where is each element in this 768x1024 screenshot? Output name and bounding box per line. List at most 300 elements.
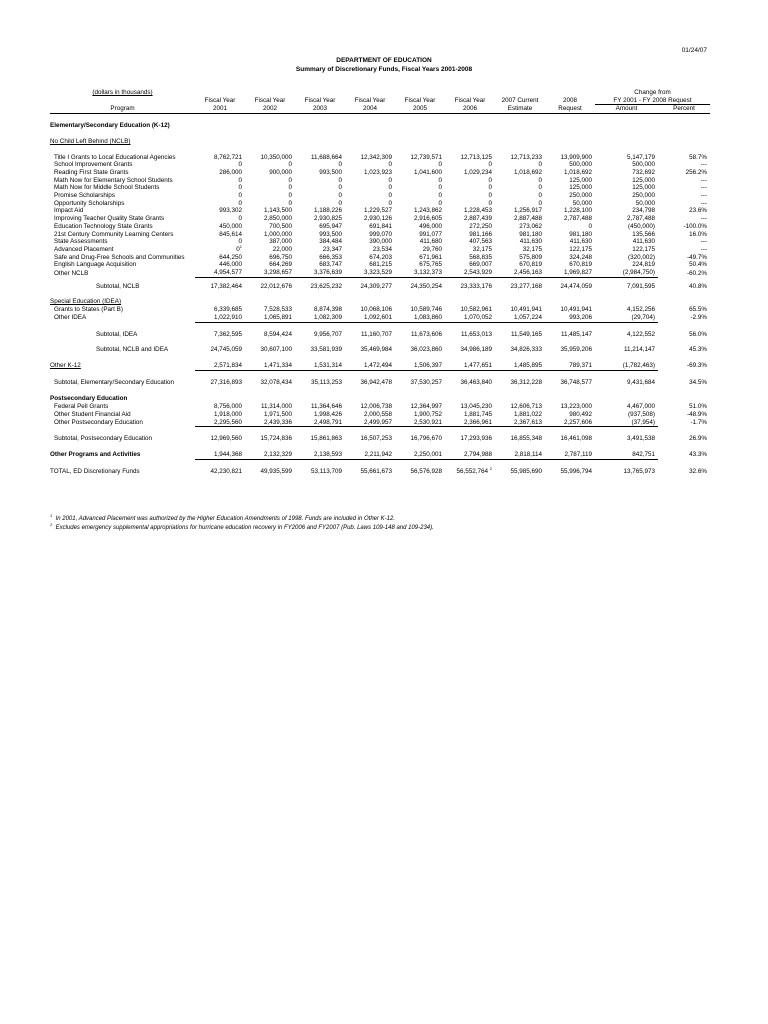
row-value: 1,881,022 (513, 410, 542, 418)
row-value: 56.0% (689, 330, 707, 338)
row-value: 11,673,606 (410, 330, 442, 338)
row-value: 674,203 (369, 253, 392, 261)
row-value: --- (700, 184, 707, 192)
post-row (50, 419, 710, 427)
row-value: 387,000 (269, 238, 292, 246)
row-value: 0 (388, 199, 392, 207)
row-value: 0 (438, 192, 442, 200)
subtitle-line: Summary of Discretionary Funds, Fiscal Years 2001-2008 (295, 65, 473, 73)
row-value: 842,751 (595, 451, 658, 459)
row-value: 9,431,684 (626, 378, 655, 386)
row-value: 23,625,232 (310, 282, 342, 290)
nclb-row (50, 246, 710, 254)
row-value: 669,007 (469, 261, 492, 269)
row-label: Other K-12 (50, 362, 81, 370)
row-value: 12,364,997 (410, 403, 442, 411)
row-value: 0 (588, 222, 592, 230)
row-value: 1,000,000 (263, 230, 292, 238)
row-value: 789,371 (545, 362, 595, 370)
change-range: FY 2001 - FY 2008 Request (595, 97, 710, 105)
row-value: 26.9% (689, 435, 707, 443)
col-fy2003-a: Fiscal Year (304, 97, 336, 105)
row-value: 390,000 (369, 238, 392, 246)
col-fy2006-a: Fiscal Year (454, 97, 486, 105)
section-k12-heading: Elementary/Secondary Education (K-12) (50, 122, 170, 130)
row-value: 1,998,426 (313, 410, 342, 418)
row-value: 2,787,119 (545, 451, 595, 459)
summary-rows (50, 277, 710, 475)
row-value: 35,113,253 (310, 378, 342, 386)
row-value: 993,206 (545, 314, 595, 322)
units-label: (dollars in thousands) (92, 89, 153, 96)
row-value: 0 (238, 238, 242, 246)
row-value: 2,367,613 (495, 419, 545, 427)
row-value: 845,614 (219, 230, 242, 238)
row-value: 407,563 (469, 238, 492, 246)
row-value: --- (700, 245, 707, 253)
row-value: 42,230,821 (210, 467, 242, 475)
nclb-row (50, 223, 710, 231)
col-fy2006-b: 2006 (445, 105, 495, 114)
nclb-row (50, 231, 710, 239)
post-row (50, 411, 710, 419)
post-row (50, 403, 710, 411)
row-value: 23.6% (689, 207, 707, 215)
row-value: 2,794,988 (445, 451, 495, 459)
row-value: 1,143,500 (263, 207, 292, 215)
row-value: 4,152,256 (626, 306, 655, 314)
row-value: 2,850,000 (263, 215, 292, 223)
row-value: 2,916,605 (413, 215, 442, 223)
row-value: 0 (438, 176, 442, 184)
row-value: 0 (538, 192, 542, 200)
row-value: 50,000 (572, 199, 592, 207)
nclb-row (50, 169, 710, 177)
subtotal-nclb-row (50, 283, 710, 291)
row-value: 3,376,639 (295, 269, 345, 277)
footnote-1: $^1$ In 2001, Advanced Placement was authorized by the Higher Education Amendments of 1998. Funds are included in Other K-12. (50, 513, 396, 522)
row-value: 49,935,599 (260, 467, 292, 475)
row-value: 1,057,224 (495, 314, 545, 322)
row-value: 7,528,533 (263, 306, 292, 314)
row-value: 384,484 (319, 238, 342, 246)
row-value: 32,175 (522, 245, 542, 253)
subtotal-nclb-idea-row (50, 346, 710, 354)
row-value: 1,531,314 (295, 362, 345, 370)
report-date: 01/24/07 (681, 47, 707, 54)
row-value: 34,826,333 (510, 346, 542, 354)
row-value: 0 (388, 192, 392, 200)
row-label: 21st Century Community Learning Centers (54, 230, 174, 238)
row-value: 15,861,863 (310, 435, 342, 443)
row-label: Improving Teacher Quality State Grants (54, 215, 165, 223)
row-value: 2,930,825 (313, 215, 342, 223)
row-value: 12,006,738 (360, 403, 392, 411)
row-value: 0 (338, 161, 342, 169)
row-value: 981,166 (469, 230, 492, 238)
row-value: 4,954,577 (195, 269, 245, 277)
row-value: 993,302 (219, 207, 242, 215)
other-k12-row (50, 362, 710, 370)
nclb-row (50, 154, 710, 162)
row-value: 12,739,571 (410, 153, 442, 161)
row-value: 8,874,398 (313, 306, 342, 314)
row-value: (320,002) (628, 253, 655, 261)
col-fy2003-b: 2003 (295, 105, 345, 114)
row-value: 1,477,651 (445, 362, 495, 370)
row-value: 0 (338, 199, 342, 207)
nclb-row (50, 207, 710, 215)
row-value: 30,607,100 (260, 346, 292, 354)
row-value: 16,461,098 (560, 435, 592, 443)
row-value: -69.3% (687, 362, 707, 370)
row-value: 1,472,494 (345, 362, 395, 370)
row-value: 36,312,228 (510, 378, 542, 386)
row-value: 0 (338, 192, 342, 200)
row-value: 3,323,529 (345, 269, 395, 277)
row-value: 993,500 (319, 168, 342, 176)
row-value: 0 (388, 176, 392, 184)
row-value: 700,500 (269, 222, 292, 230)
row-value: 22,012,676 (260, 282, 292, 290)
row-value: 24,745,059 (210, 346, 242, 354)
row-value: 2,543,929 (445, 269, 495, 277)
row-value: 0 (388, 161, 392, 169)
row-value: 7,091,595 (626, 282, 655, 290)
row-value: 40.8% (689, 282, 707, 290)
section-post-heading: Postsecondary Education (50, 395, 128, 403)
row-value: 1,228,453 (463, 207, 492, 215)
row-value: 1,029,234 (463, 168, 492, 176)
row-label: Promise Scholarships (54, 192, 115, 200)
row-value: 27,316,893 (210, 378, 242, 386)
row-label: Other Programs and Activities (50, 451, 141, 459)
row-value: -100.0% (683, 222, 707, 230)
row-value: 55,661,673 (360, 467, 392, 475)
row-value: 24,309,277 (360, 282, 392, 290)
row-value: 35,959,206 (560, 346, 592, 354)
row-label: Other IDEA (54, 314, 87, 322)
row-value: 1,188,226 (313, 207, 342, 215)
row-label: Math Now for Middle School Students (54, 184, 160, 192)
row-value: 324,248 (569, 253, 592, 261)
row-value: 22,000 (272, 245, 292, 253)
col-percent: Percent (658, 105, 710, 114)
row-value: 1,881,745 (463, 410, 492, 418)
row-value: 122,175 (632, 245, 655, 253)
row-value: 1,229,527 (363, 207, 392, 215)
row-value: 681,215 (369, 261, 392, 269)
row-label: Impact Aid (54, 207, 84, 215)
row-value: 11,214,147 (623, 346, 655, 354)
row-value: 135,566 (632, 230, 655, 238)
row-value: 981,180 (569, 230, 592, 238)
row-value: 1,944,368 (195, 451, 245, 459)
row-value: --- (700, 176, 707, 184)
row-value: 37,530,257 (410, 378, 442, 386)
row-label: State Assessments (54, 238, 108, 246)
row-value: 696,750 (269, 253, 292, 261)
row-value: 8,594,424 (263, 330, 292, 338)
row-value: 125,000 (632, 176, 655, 184)
row-value: 2,000,558 (363, 410, 392, 418)
row-value: 993,500 (319, 230, 342, 238)
row-value: 664,269 (269, 261, 292, 269)
row-value: 675,765 (419, 261, 442, 269)
row-value: 683,747 (319, 261, 342, 269)
row-value: 36,748,577 (560, 378, 592, 386)
nclb-row (50, 177, 710, 185)
row-value: 0 (288, 161, 292, 169)
col-program: Program (50, 105, 195, 114)
row-value: 2,499,957 (345, 419, 395, 427)
row-value: 2,211,942 (345, 451, 395, 459)
nclb-row (50, 261, 710, 269)
row-value: 2,366,961 (445, 419, 495, 427)
row-value: 24,474,059 (560, 282, 592, 290)
row-value: 0 (338, 176, 342, 184)
row-value: 575,809 (519, 253, 542, 261)
row-value: 4,467,000 (626, 403, 655, 411)
row-value: 0 (438, 161, 442, 169)
col-request-b: Request (545, 105, 595, 114)
row-value: 224,819 (632, 261, 655, 269)
row-value: (937,508) (628, 410, 655, 418)
row-value: 500,000 (569, 161, 592, 169)
subtotal-post-row (50, 435, 710, 443)
row-value: 670,819 (519, 261, 542, 269)
row-value: 55,996,794 (560, 467, 592, 475)
row-value: 250,000 (632, 192, 655, 200)
row-label: Subtotal, Elementary/Secondary Education (54, 378, 175, 386)
row-value: (1,782,463) (595, 362, 658, 370)
row-value: 3,491,538 (626, 435, 655, 443)
col-fy2004-a: Fiscal Year (354, 97, 386, 105)
col-fy2002-a: Fiscal Year (254, 97, 286, 105)
row-value: 0 (238, 176, 242, 184)
row-value: 500,000 (632, 161, 655, 169)
row-value: 53,113,709 (310, 467, 342, 475)
row-value: (37,954) (595, 419, 658, 427)
row-value: 65.5% (689, 306, 707, 314)
row-label: Subtotal, NCLB (96, 282, 140, 290)
row-value: 33,581,939 (310, 346, 342, 354)
row-value: 411,630 (519, 238, 542, 246)
row-value: 999,070 (369, 230, 392, 238)
footnote-2: $^2$ Excludes emergency supplemental appropriations for hurricane education recovery in FY2006 and FY2007 (Pub. Laws 109-148 and 109-234). (50, 522, 434, 531)
funds-table (50, 89, 710, 475)
idea-row (50, 306, 710, 314)
row-value: 1,022,910 (195, 314, 245, 322)
row-value: $0^1$ (236, 243, 242, 253)
row-value: 1,971,500 (263, 410, 292, 418)
row-value: 568,835 (469, 253, 492, 261)
row-value: 0 (488, 176, 492, 184)
row-value: 0 (288, 192, 292, 200)
row-value: 36,023,860 (410, 346, 442, 354)
row-value: 10,582,961 (460, 306, 492, 314)
row-value: 1,083,860 (395, 314, 445, 322)
row-value: 13,045,230 (460, 403, 492, 411)
col-fy2001-b: 2001 (195, 105, 245, 114)
row-value: 35,469,984 (360, 346, 392, 354)
row-label: Math Now for Elementary School Students (54, 176, 173, 184)
row-value: 15,724,836 (260, 435, 292, 443)
row-value: 16,796,670 (410, 435, 442, 443)
total-row (50, 468, 710, 476)
row-value: 36,463,840 (460, 378, 492, 386)
row-value: 0 (288, 184, 292, 192)
row-value: 32.6% (689, 467, 707, 475)
row-label: School Improvement Grants (54, 161, 133, 169)
row-value: 256.2% (685, 168, 707, 176)
row-value: 17,382,464 (210, 282, 242, 290)
row-value: 8,762,721 (213, 153, 242, 161)
row-value: 496,000 (419, 222, 442, 230)
row-value: 9,956,707 (313, 330, 342, 338)
row-label: English Language Acquisition (54, 261, 137, 269)
subtotal-idea-row (50, 331, 710, 339)
row-label: Safe and Drug-Free Schools and Communities (54, 253, 185, 261)
row-value: --- (700, 199, 707, 207)
row-value: 2,257,606 (545, 419, 595, 427)
row-value: 36,942,478 (360, 378, 392, 386)
row-value: 446,000 (219, 261, 242, 269)
row-value: 1,228,100 (563, 207, 592, 215)
row-value: 13,223,000 (560, 403, 592, 411)
row-value: 411,630 (569, 238, 592, 246)
col-current-a: 2007 Current (501, 97, 539, 105)
row-value: 32,175 (472, 245, 492, 253)
row-value: 56,552,764 $^2$ (456, 465, 492, 475)
row-value: 2,295,560 (195, 419, 245, 427)
nclb-row (50, 161, 710, 169)
row-label: Opportunity Scholarships (54, 199, 125, 207)
row-value: 4,122,552 (626, 330, 655, 338)
nclb-heading: No Child Left Behind (NCLB) (50, 137, 131, 145)
row-value: 0 (538, 176, 542, 184)
row-label: TOTAL, ED Discretionary Funds (50, 467, 140, 475)
row-value: 3,132,373 (395, 269, 445, 277)
row-value: 50,000 (635, 199, 655, 207)
row-value: 670,819 (569, 261, 592, 269)
row-label: Advanced Placement (54, 245, 114, 253)
row-value: 980,492 (569, 410, 592, 418)
col-fy2005-a: Fiscal Year (404, 97, 436, 105)
row-value: 1,092,601 (345, 314, 395, 322)
row-value: 2,930,126 (363, 215, 392, 223)
row-value: 2,887,488 (513, 215, 542, 223)
row-value: 0 (488, 184, 492, 192)
row-value: 11,688,664 (310, 153, 342, 161)
row-value: --- (700, 192, 707, 200)
row-value: 411,630 (632, 238, 655, 246)
table-body (50, 114, 710, 154)
row-value: 272,250 (469, 222, 492, 230)
col-amount: Amount (595, 105, 658, 114)
row-label: Subtotal, NCLB and IDEA (96, 346, 169, 354)
row-value: 11,549,165 (510, 330, 542, 338)
row-value: 23,534 (372, 245, 392, 253)
row-value: 12,969,560 (210, 435, 242, 443)
idea-heading: Special Education (IDEA) (50, 298, 122, 306)
row-value: 23,347 (322, 245, 342, 253)
row-value: 0 (438, 199, 442, 207)
row-value: 23,277,168 (510, 282, 542, 290)
row-value: 1,485,895 (495, 362, 545, 370)
row-label: Other Student Financial Aid (54, 410, 131, 418)
row-value: 2,498,791 (295, 419, 345, 427)
row-value: 0 (538, 161, 542, 169)
col-request-a: 2008 (562, 97, 577, 105)
row-value: 23,333,176 (460, 282, 492, 290)
row-value: 51.0% (689, 403, 707, 411)
row-value: 450,000 (219, 222, 242, 230)
row-value: 16,507,253 (360, 435, 392, 443)
row-label: Subtotal, Postsecondary Education (54, 435, 153, 443)
row-value: 695,947 (319, 222, 342, 230)
row-value: 55,985,690 (510, 467, 542, 475)
row-value: 1,506,397 (395, 362, 445, 370)
row-value: 691,841 (369, 222, 392, 230)
row-value: 34,986,189 (460, 346, 492, 354)
row-value: 2,818,114 (495, 451, 545, 459)
row-value: -48.9% (687, 410, 707, 418)
row-value: 0 (438, 184, 442, 192)
row-value: 6,339,685 (213, 306, 242, 314)
row-value: 45.3% (689, 346, 707, 354)
row-value: 0 (488, 192, 492, 200)
row-value: 1,918,000 (213, 410, 242, 418)
row-value: 1,070,052 (445, 314, 495, 322)
row-value: 13,765,973 (623, 467, 655, 475)
row-label: Education Technology State Grants (54, 222, 153, 230)
row-value: 12,713,125 (460, 153, 492, 161)
row-value: 10,491,941 (560, 306, 592, 314)
row-value: 2,787,488 (563, 215, 592, 223)
row-value: 1,018,692 (563, 168, 592, 176)
row-value: 56,576,928 (410, 467, 442, 475)
row-value: --- (700, 161, 707, 169)
row-value: 34.5% (689, 378, 707, 386)
row-value: 50.4% (689, 261, 707, 269)
row-value: 1,900,752 (413, 410, 442, 418)
row-value: 0 (238, 184, 242, 192)
row-value: -1.7% (690, 419, 707, 426)
row-value: 8,756,000 (213, 403, 242, 411)
nclb-row (50, 269, 710, 277)
row-value: 2,787,488 (626, 215, 655, 223)
row-value: 0 (538, 184, 542, 192)
row-value: 10,350,000 (260, 153, 292, 161)
row-value: 1,041,600 (413, 168, 442, 176)
row-value: 12,342,309 (360, 153, 392, 161)
row-label: Reading First State Grants (54, 168, 129, 176)
row-value: 125,000 (569, 176, 592, 184)
row-value: 0 (238, 199, 242, 207)
col-current-b: Estimate (495, 105, 545, 114)
title-line: DEPARTMENT OF EDUCATION (336, 57, 432, 64)
row-value: 666,353 (319, 253, 342, 261)
nclb-row (50, 200, 710, 208)
row-value: 10,589,746 (410, 306, 442, 314)
row-value: 0 (238, 161, 242, 169)
row-value: -49.7% (687, 253, 707, 261)
row-value: 0 (238, 215, 242, 223)
row-value: 122,175 (569, 245, 592, 253)
row-label: Federal Pell Grants (54, 403, 109, 411)
row-value: 273,062 (519, 222, 542, 230)
